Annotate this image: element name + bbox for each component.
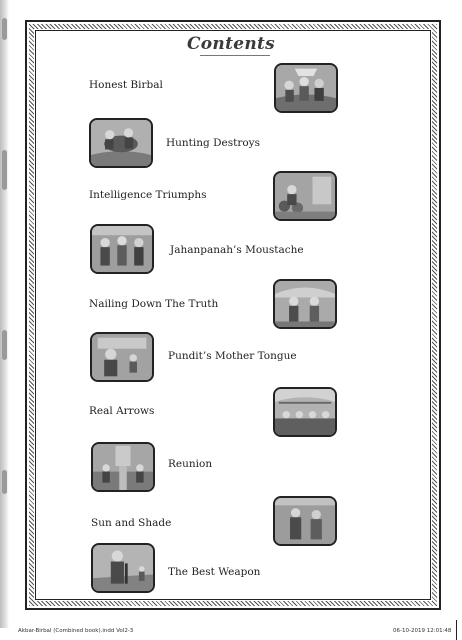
binding-gutter — [0, 0, 9, 628]
toc-entry-title[interactable]: Jahanpanah’s Moustache — [170, 244, 304, 256]
toc-entry-title[interactable]: Hunting Destroys — [166, 137, 260, 149]
page-title: Contents — [186, 34, 276, 54]
toc-entry-title[interactable]: Honest Birbal — [89, 79, 163, 91]
crop-mark — [456, 620, 457, 640]
illustration-icon — [273, 171, 337, 221]
toc-entry-title[interactable]: The Best Weapon — [168, 566, 261, 578]
footer-timestamp: 06-10-2019 12:01:48 — [393, 628, 452, 634]
illustration-icon — [273, 387, 337, 437]
page-border-inner — [35, 30, 431, 600]
illustration-icon — [273, 496, 337, 546]
illustration-icon — [274, 63, 338, 113]
illustration-icon — [91, 543, 155, 593]
illustration-icon — [90, 332, 154, 382]
illustration-icon — [91, 442, 155, 492]
toc-entry-title[interactable]: Real Arrows — [89, 405, 155, 417]
illustration-icon — [89, 118, 153, 168]
toc-entry-title[interactable]: Nailing Down The Truth — [89, 298, 219, 310]
toc-entry-title[interactable]: Sun and Shade — [91, 517, 172, 529]
illustration-icon — [90, 224, 154, 274]
toc-entry-title[interactable]: Pundit’s Mother Tongue — [168, 350, 297, 362]
footer-file-info: Akbar-Birbal (Combined book).indd Vol2-3 — [18, 628, 134, 634]
toc-entry-title[interactable]: Intelligence Triumphs — [89, 189, 207, 201]
toc-entry-title[interactable]: Reunion — [168, 458, 213, 470]
title-underline — [200, 55, 270, 56]
illustration-icon — [273, 279, 337, 329]
